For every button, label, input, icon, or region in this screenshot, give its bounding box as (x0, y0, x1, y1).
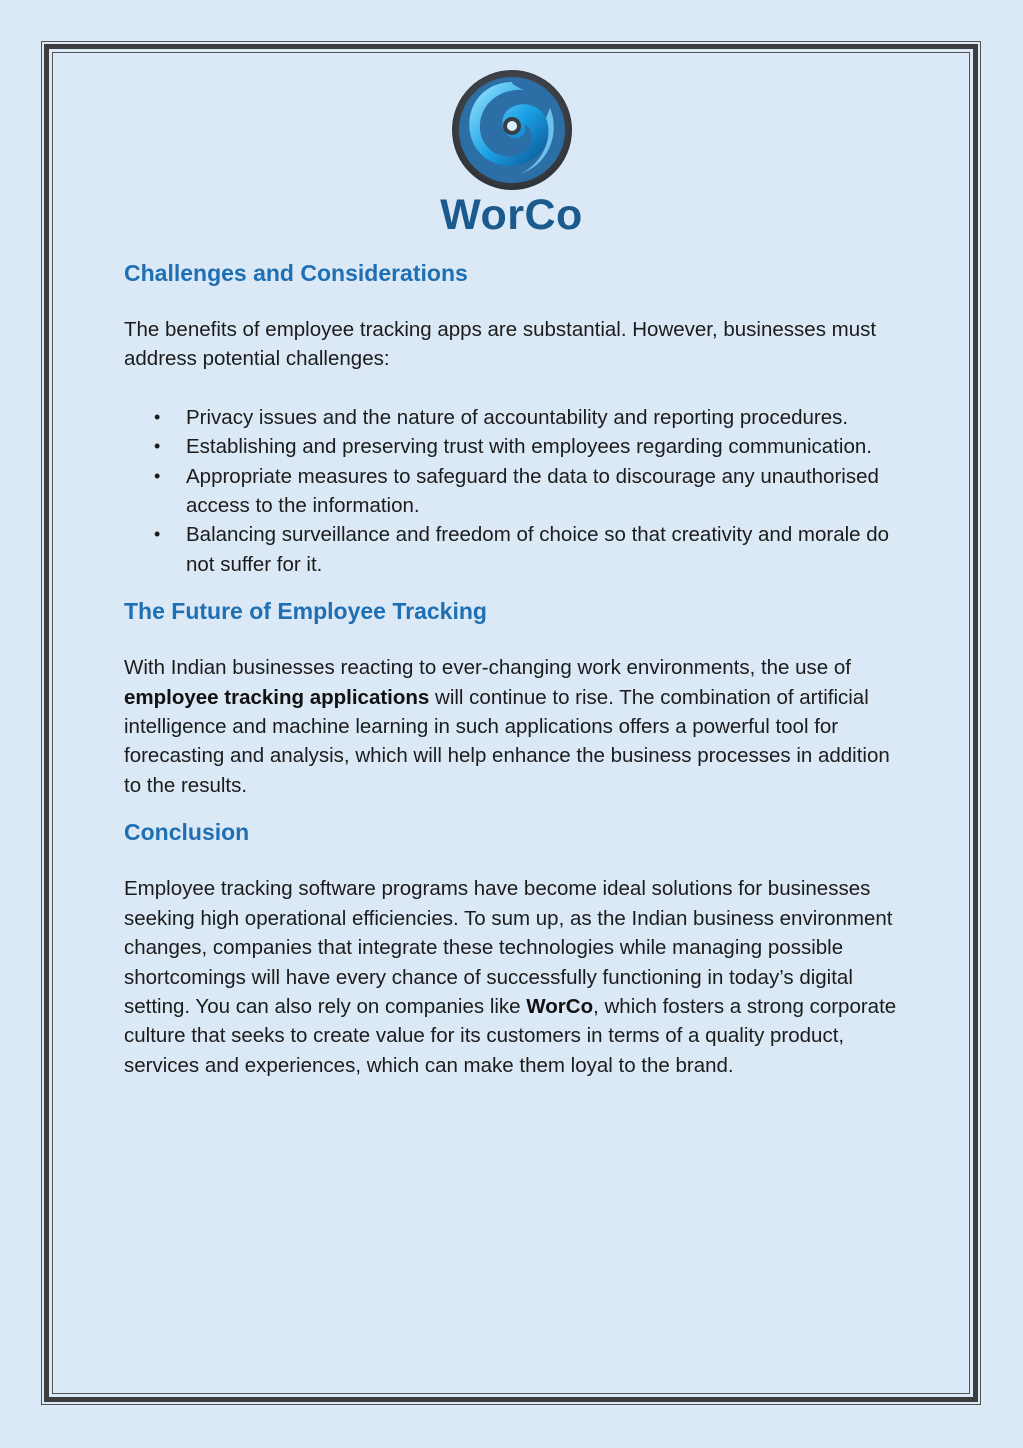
brand-logo (0, 68, 1023, 238)
section-heading-challenges: Challenges and Considerations (124, 260, 468, 286)
swirl-logo-icon (450, 68, 574, 192)
emphasis-text: employee tracking applications (124, 685, 430, 709)
document-body (124, 255, 904, 1080)
brand-name: WorCo (440, 191, 583, 239)
section-heading-conclusion: Conclusion (124, 819, 250, 846)
list-item: • Balancing surveillance and freedom of choice so that creativity and morale do not suffer for it. (186, 520, 904, 579)
list-item: • Privacy issues and the nature of accountability and reporting procedures. (186, 403, 904, 432)
emphasis-text: WorCo (526, 994, 594, 1018)
section-heading-future: The Future of Employee Tracking (124, 598, 487, 625)
conclusion-paragraph: Employee tracking software programs have become ideal solutions for businesses seeking high operational efficiencies. To sum up, as the Indian business environment changes, companies that integrate these technologies while managing possible shortcomings will have every chance of successfully functioning in today’s digital setting. You can also rely on companies like WorCo, which fosters a strong corporate culture that seeks to create value for its customers in terms of a quality product, services and experiences, which can make them loyal to the brand. (124, 877, 897, 1077)
challenges-intro: The benefits of employee tracking apps are substantial. However, businesses must address potential challenges: (124, 318, 877, 371)
list-item: • Appropriate measures to safeguard the data to discourage any unauthorised access to the information. (186, 462, 904, 521)
list-item: • Establishing and preserving trust with employees regarding communication. (186, 432, 904, 461)
future-paragraph: With Indian businesses reacting to ever-changing work environments, the use of employee tracking applications will continue to rise. The combination of artificial intelligence and machine learning in such applications offers a powerful tool for forecasting and analysis, which will help enhance the business processes in addition to the results. (124, 656, 890, 797)
challenges-list (124, 403, 904, 579)
